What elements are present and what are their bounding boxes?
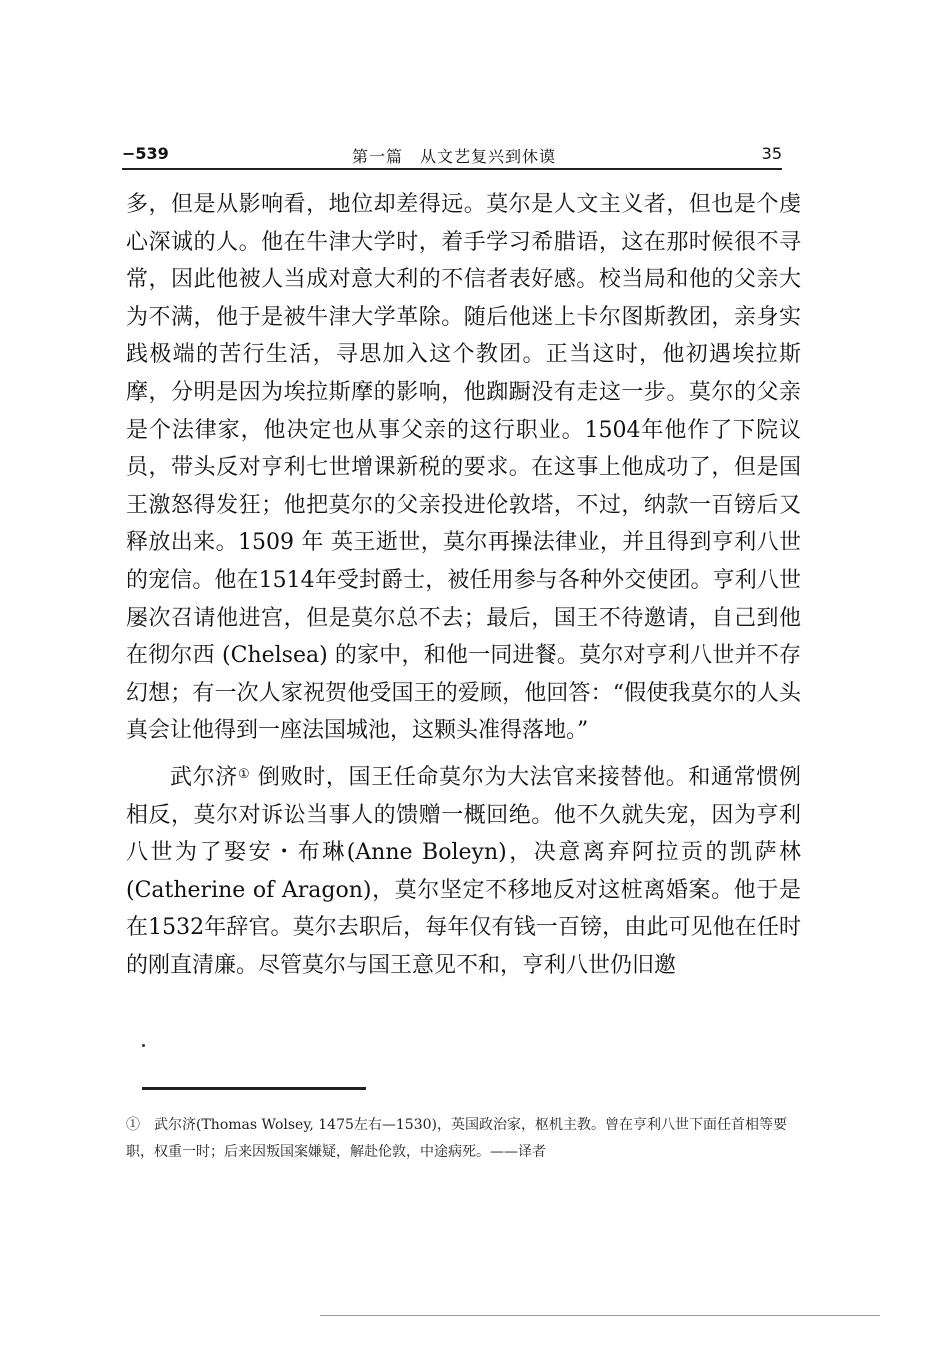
body-text [126,186,801,984]
header-rule [122,168,782,170]
footnote-rule [142,1087,366,1090]
paragraph-2-rest: 倒败时，国王任命莫尔为大法官来接替他。和通常惯例相反，莫尔对诉讼当事人的馈赠一概回绝。他不久就失宠，因为亨利八世为了娶安・布琳(Anne Boleyn)，决意离弃阿拉贡的凯萨林(Catherine of Aragon)，莫尔坚定不移地反对这桩离婚案。他于是在1532年辞官。莫尔去职后，每年仅有钱一百镑，由此可见他在任时的刚直清廉。尽管莫尔与国王意见不和，亨利八世仍旧邀 [126,764,801,978]
paragraph-2-start: 武尔济 [170,764,238,790]
page-number: 35 [761,144,782,163]
footnote [126,1112,801,1166]
running-head-left-number: −539 [122,144,169,163]
running-head-title: 第一篇 从文艺复兴到休谟 [352,147,557,166]
stray-dot [142,1044,145,1047]
paragraph-1: 多，但是从影响看，地位却差得远。莫尔是人文主义者，但也是个虔心深诚的人。他在牛津大学时，着手学习希腊语，这在那时候很不寻常，因此他被人当成对意大利的不信者表好感。校当局和他的父亲大为不满，他于是被牛津大学革除。随后他迷上卡尔图斯教团，亲身实践极端的苦行生活，寻思加入这个教团。正当这时，他初遇埃拉斯摩，分明是因为埃拉斯摩的影响，他踟蹰没有走这一步。莫尔的父亲是个法律家，他决定也从事父亲的这行职业。1504年他作了下院议员，带头反对亨利七世增课新税的要求。在这事上他成功了，但是国王激怒得发狂；他把莫尔的父亲投进伦敦塔，不过，纳款一百镑后又释放出来。1509 年 英王逝世，莫尔再操法律业，并且得到亨利八世的宠信。他在1514年受封爵士，被任用参与各种外交使团。亨利八世屡次召请他进宫，但是莫尔总不去；最后，国王不待邀请，自己到他在彻尔西 (Chelsea) 的家中，和他一同进餐。莫尔对亨利八世并不存幻想；有一次人家祝贺他受国王的爱顾，他回答：“假使我莫尔的人头真会让他得到一座法国城池，这颗头准得落地。” [126,192,801,744]
footnote-text: ① 武尔济(Thomas Wolsey, 1475左右—1530)，英国政治家，枢机主教。曾在亨利八世下面任首相等要职，权重一时；后来因叛国案嫌疑，解赴伦敦，中途病死。——译者 [126,1117,787,1160]
scan-edge-line [320,1315,880,1316]
footnote-reference: ① [237,766,251,782]
paragraph-2 [126,756,801,985]
